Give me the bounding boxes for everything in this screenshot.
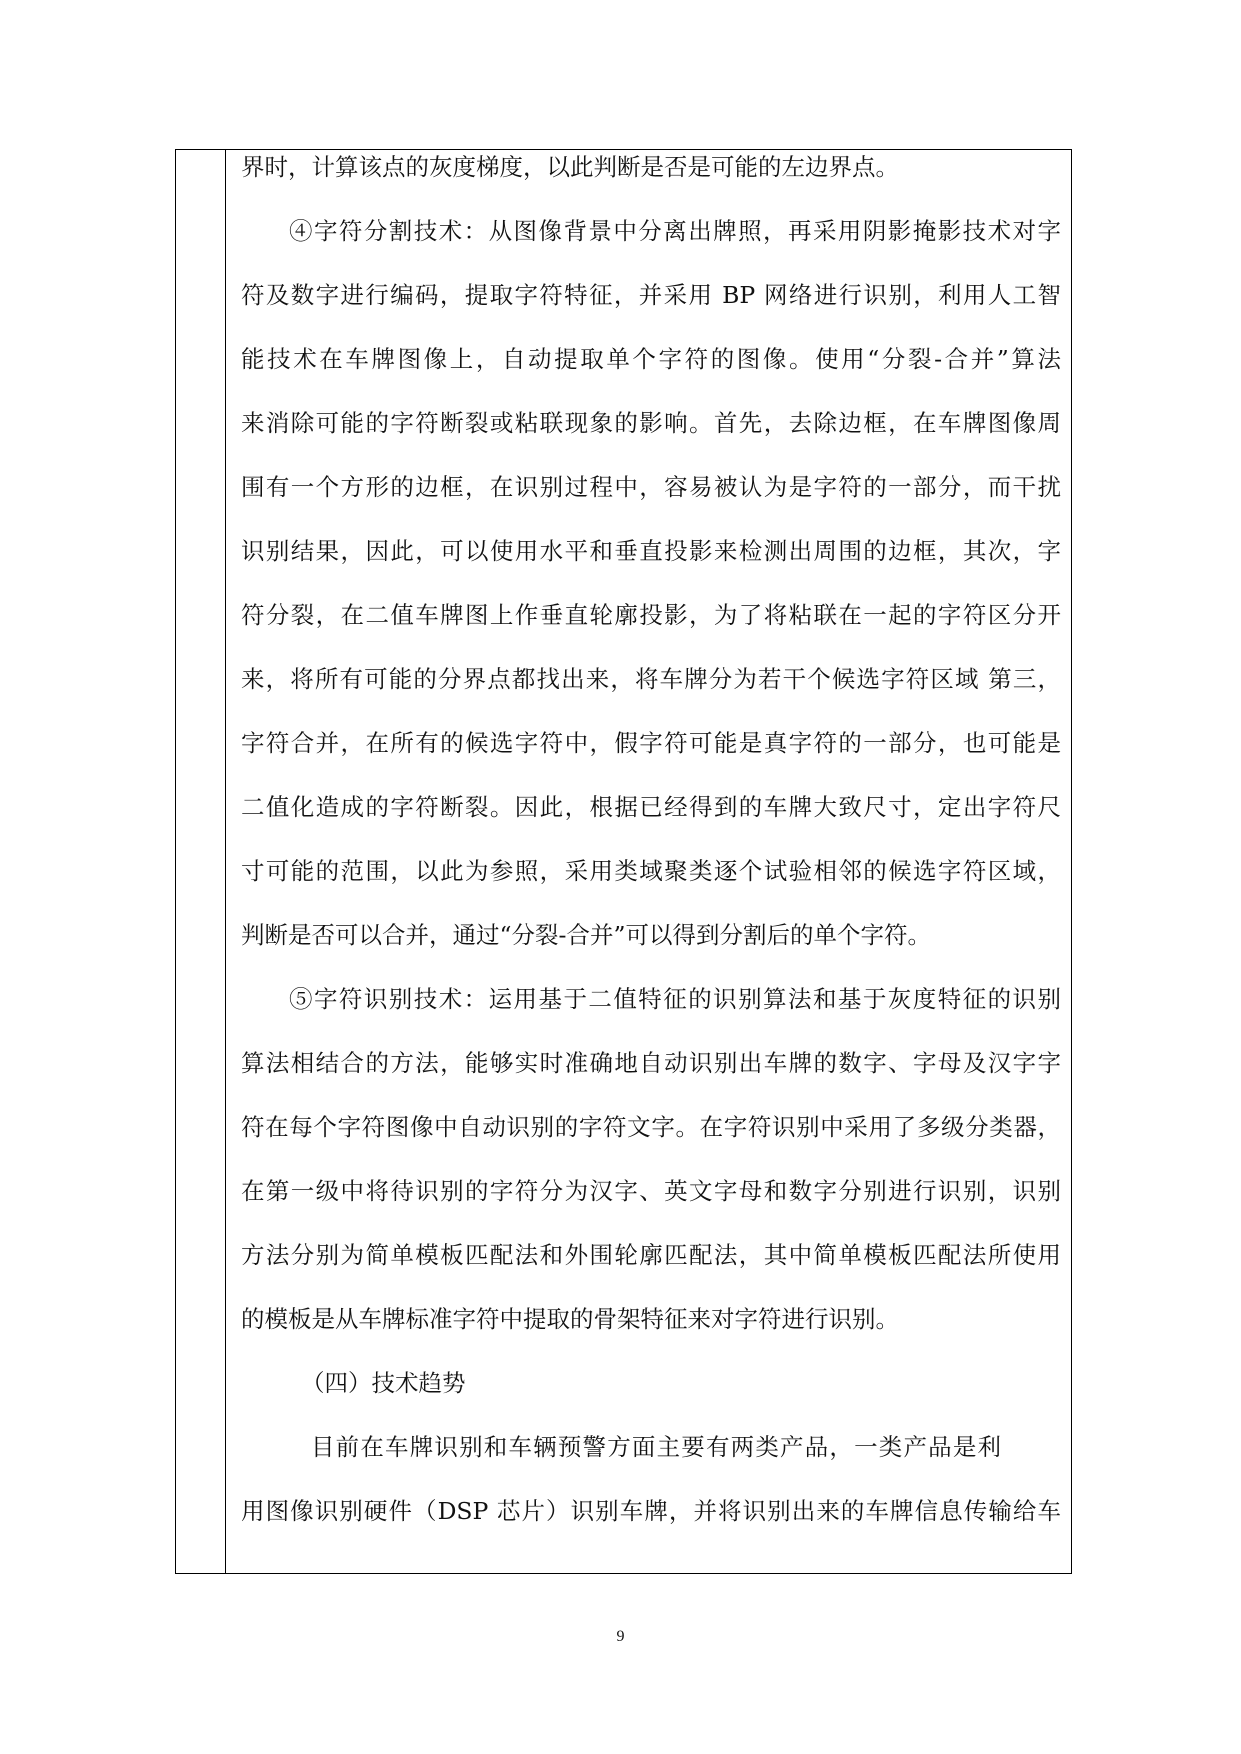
page-number: 9 — [616, 1628, 625, 1645]
text-column — [241, 150, 1061, 1573]
text-line: 用图像识别硬件（DSP 芯片）识别车牌，并将识别出来的车牌信息传输给车 — [241, 1497, 1061, 1525]
text-line: 二值化造成的字符断裂。因此，根据已经得到的车牌大致尺寸，定出字符尺 — [241, 793, 1061, 821]
section-heading: （四）技术趋势 — [301, 1369, 466, 1397]
text-line: 能技术在车牌图像上，自动提取单个字符的图像。使用“分裂-合并”算法 — [241, 345, 1061, 373]
text-line: 方法分别为简单模板匹配法和外围轮廓匹配法，其中简单模板匹配法所使用 — [241, 1241, 1061, 1269]
text-line: 判断是否可以合并，通过“分裂-合并”可以得到分割后的单个字符。 — [241, 921, 931, 949]
text-line: 识别结果，因此，可以使用水平和垂直投影来检测出周围的边框，其次，字 — [241, 537, 1061, 565]
text-line: 在第一级中将待识别的字符分为汉字、英文字母和数字分别进行识别，识别 — [241, 1177, 1061, 1205]
text-line: 的模板是从车牌标准字符中提取的骨架特征来对字符进行识别。 — [241, 1305, 899, 1333]
text-line: 符在每个字符图像中自动识别的字符文字。在字符识别中采用了多级分类器， — [241, 1113, 1061, 1141]
text-line: ④字符分割技术：从图像背景中分离出牌照，再采用阴影掩影技术对字 — [289, 217, 1061, 245]
content-table — [175, 149, 1072, 1574]
text-line: 围有一个方形的边框，在识别过程中，容易被认为是字符的一部分，而干扰 — [241, 473, 1061, 501]
text-line: ⑤字符识别技术：运用基于二值特征的识别算法和基于灰度特征的识别 — [289, 985, 1061, 1013]
text-line: 目前在车牌识别和车辆预警方面主要有两类产品，一类产品是利 — [311, 1433, 1001, 1461]
text-line: 来消除可能的字符断裂或粘联现象的影响。首先，去除边框，在车牌图像周 — [241, 409, 1061, 437]
text-line: 来，将所有可能的分界点都找出来，将车牌分为若干个候选字符区域 第三， — [241, 665, 1061, 693]
text-line: 符及数字进行编码，提取字符特征，并采用 BP 网络进行识别，利用人工智 — [241, 281, 1061, 309]
text-line: 符分裂，在二值车牌图上作垂直轮廓投影，为了将粘联在一起的字符区分开 — [241, 601, 1061, 629]
text-line: 界时，计算该点的灰度梯度，以此判断是否是可能的左边界点。 — [241, 153, 899, 181]
text-line: 字符合并，在所有的候选字符中，假字符可能是真字符的一部分，也可能是 — [241, 729, 1061, 757]
text-line: 算法相结合的方法，能够实时准确地自动识别出车牌的数字、字母及汉字字 — [241, 1049, 1061, 1077]
text-line: 寸可能的范围，以此为参照，采用类域聚类逐个试验相邻的候选字符区域， — [241, 857, 1061, 885]
left-column — [176, 150, 226, 1573]
